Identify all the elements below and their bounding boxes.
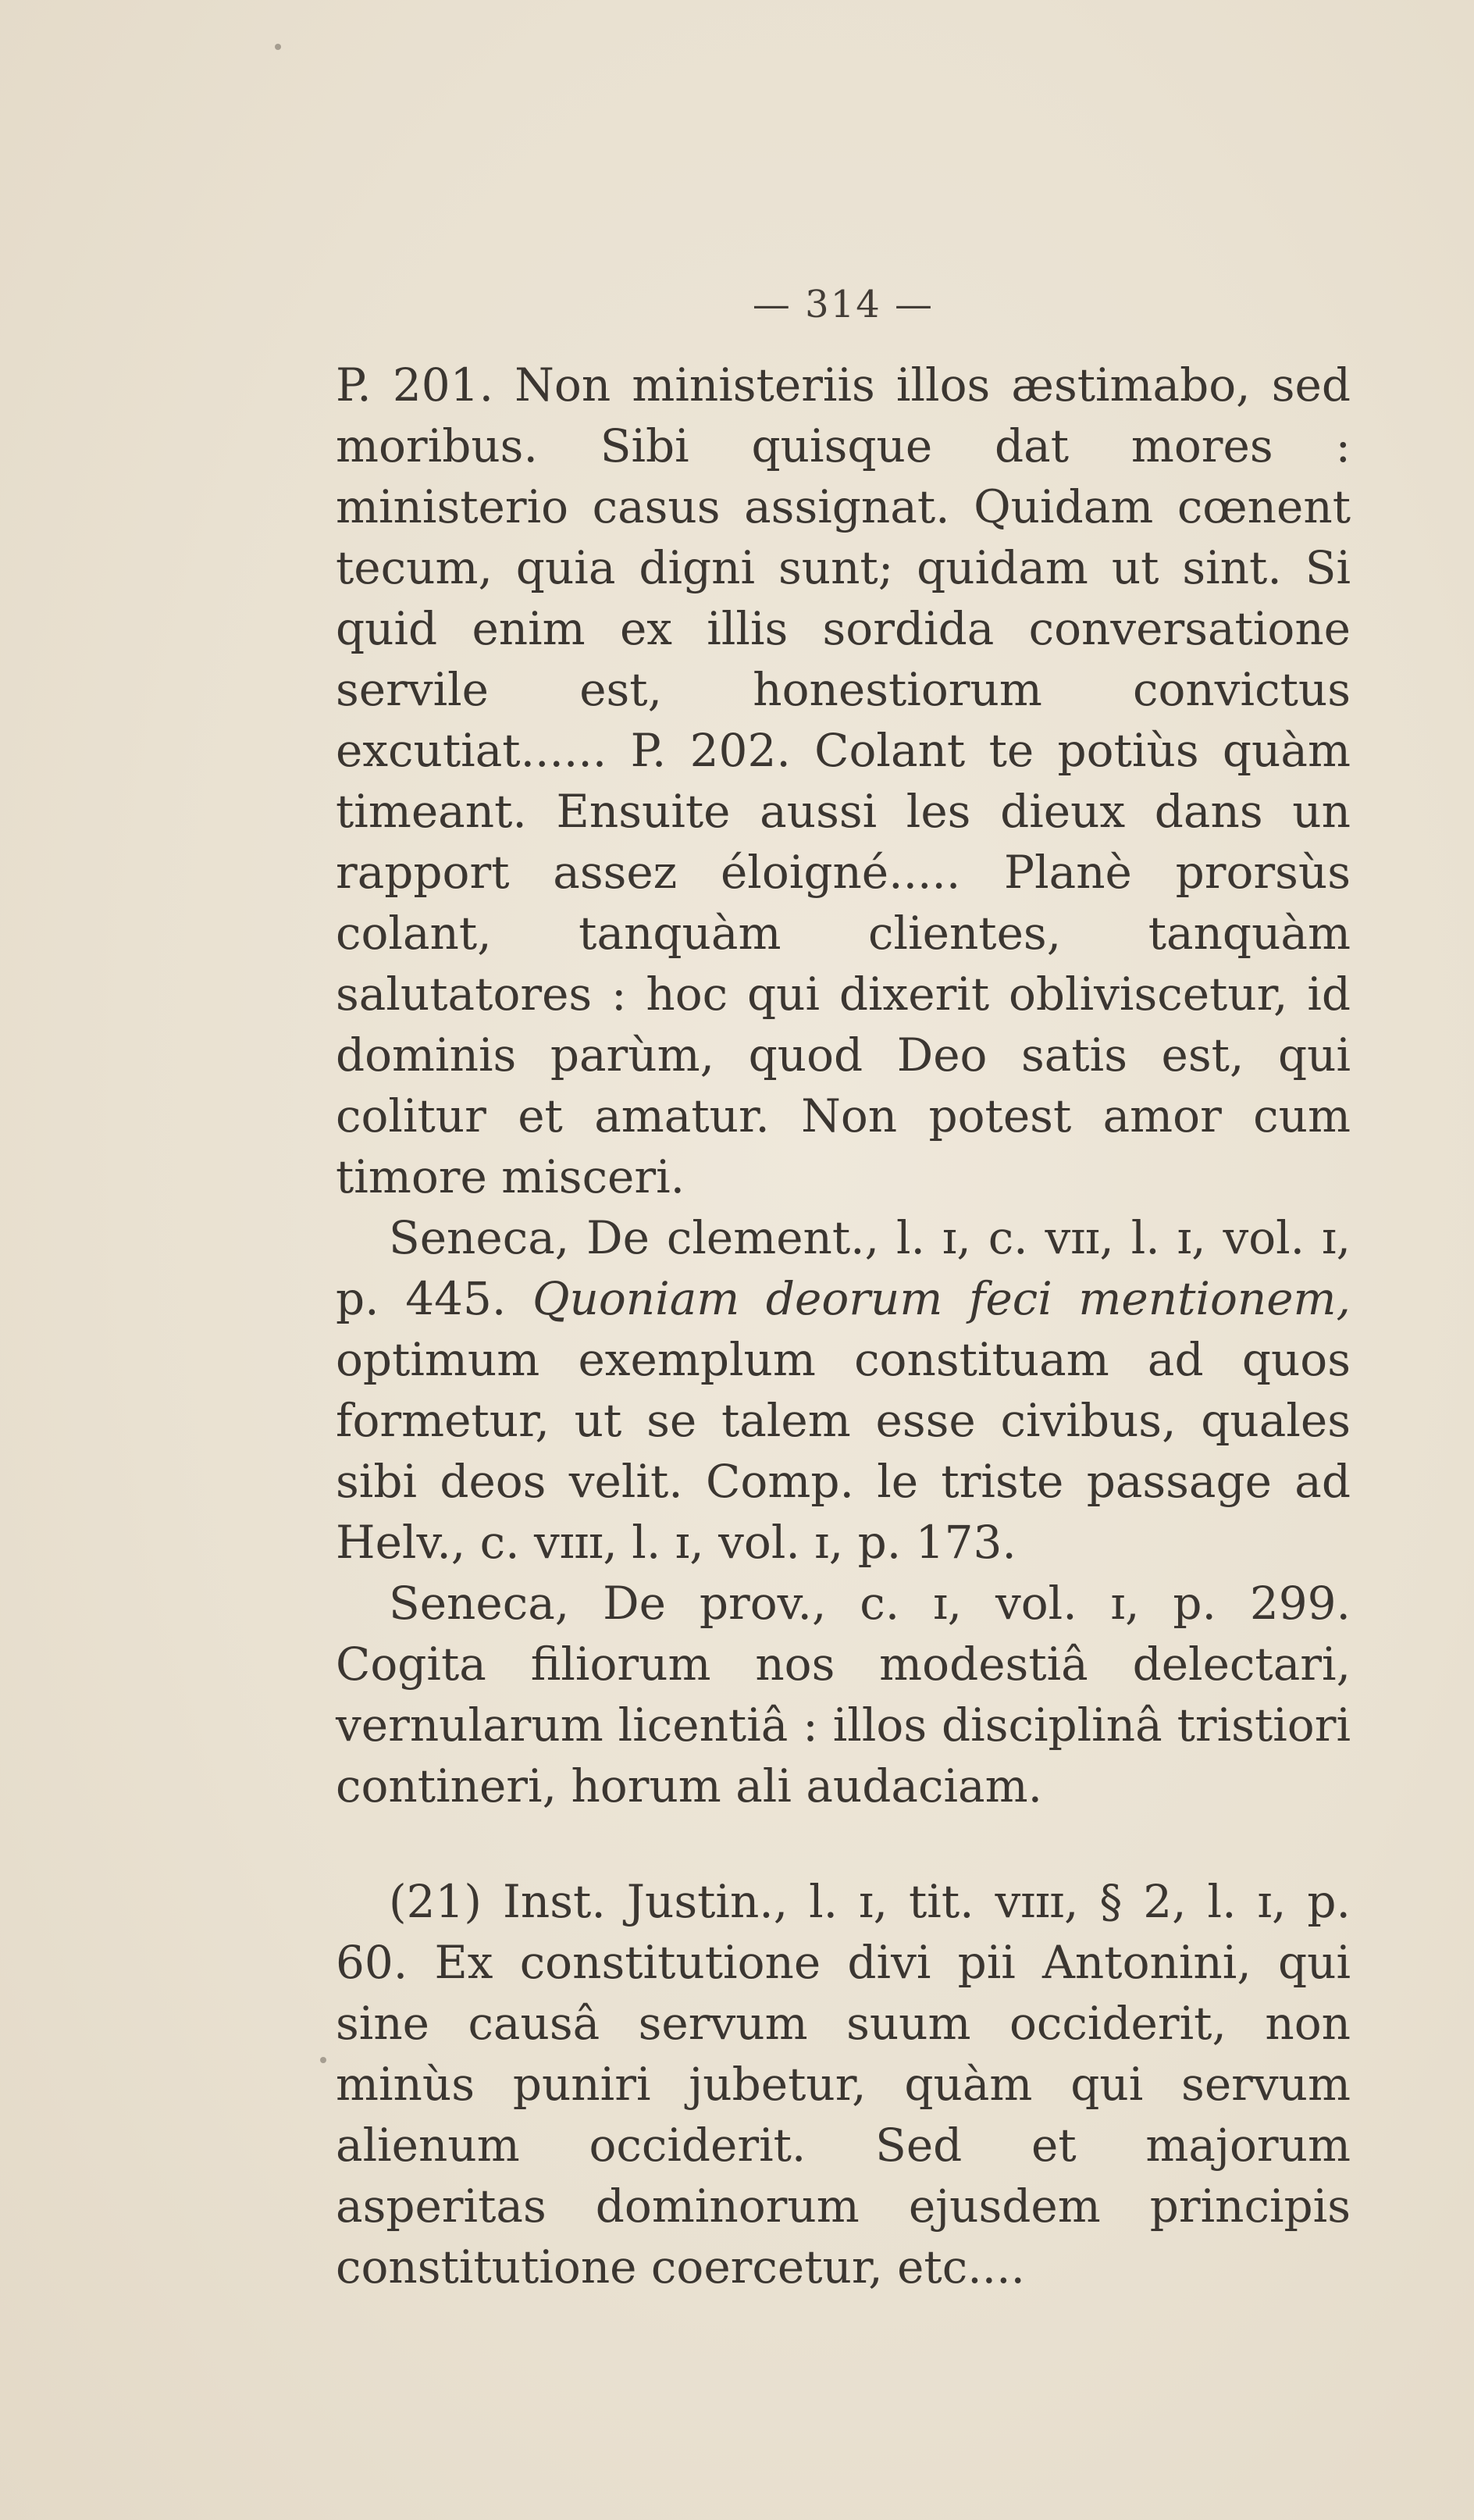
footnote-21 xyxy=(336,1871,1351,2297)
paragraph-de-clementia xyxy=(336,1207,1351,1573)
text-span: Seneca, De clement., l. ɪ, c. ᴠɪɪ, l. ɪ, vol. ɪ, p. 445. xyxy=(336,1211,1351,1325)
italic-quote: Quoniam deorum feci mentionem, xyxy=(532,1272,1351,1325)
page-speck xyxy=(320,2057,326,2063)
text-span: optimum exemplum constituam ad quos formetur, ut se talem esse civibus, quales sibi deos velit. Comp. le triste passage ad Helv., c. ᴠɪɪɪ, l. ɪ, vol. ɪ, p. 173. xyxy=(336,1333,1351,1569)
paragraph-seneca-epistle xyxy=(336,355,1351,1207)
text-span: P. 201. Non ministeriis illos æstimabo, sed moribus. Sibi quisque dat mores : ministerio casus assignat. Quidam cœnent tecum, quia digni sunt; quidam ut sint. Si quid enim ex illis sordida conversatione servile est, honestiorum convictus excutiat...... P. 202. Colant te potiùs quàm timeant. Ensuite aussi les dieux dans un rapport assez éloigné..... Planè prorsùs colant, tanquàm clientes, tanquàm salutatores : hoc qui dixerit obliviscetur, id dominis parùm, quod Deo satis est, qui colitur et amatur. Non potest amor cum timore misceri. xyxy=(336,358,1351,1203)
paragraph-de-providentia xyxy=(336,1573,1351,1816)
page-number: — 314 — xyxy=(752,283,935,326)
text-span: (21) Inst. Justin., l. ɪ, tit. ᴠɪɪɪ, § 2, l. ɪ, p. 60. Ex constitutione divi pii Antonini, qui sine causâ servum suum occiderit, non minùs puniri jubetur, quàm qui servum alienum occiderit. Sed et majorum asperitas dominorum ejusdem principis constitutione coercetur, etc.... xyxy=(336,1875,1351,2294)
text-block xyxy=(336,281,1351,2297)
page-speck xyxy=(275,44,281,50)
text-span: Seneca, De prov., c. ɪ, vol. ɪ, p. 299. Cogita filiorum nos modestiâ delectari, vernularum licentiâ : illos disciplinâ tristiori contineri, horum ali audaciam. xyxy=(336,1577,1351,1812)
